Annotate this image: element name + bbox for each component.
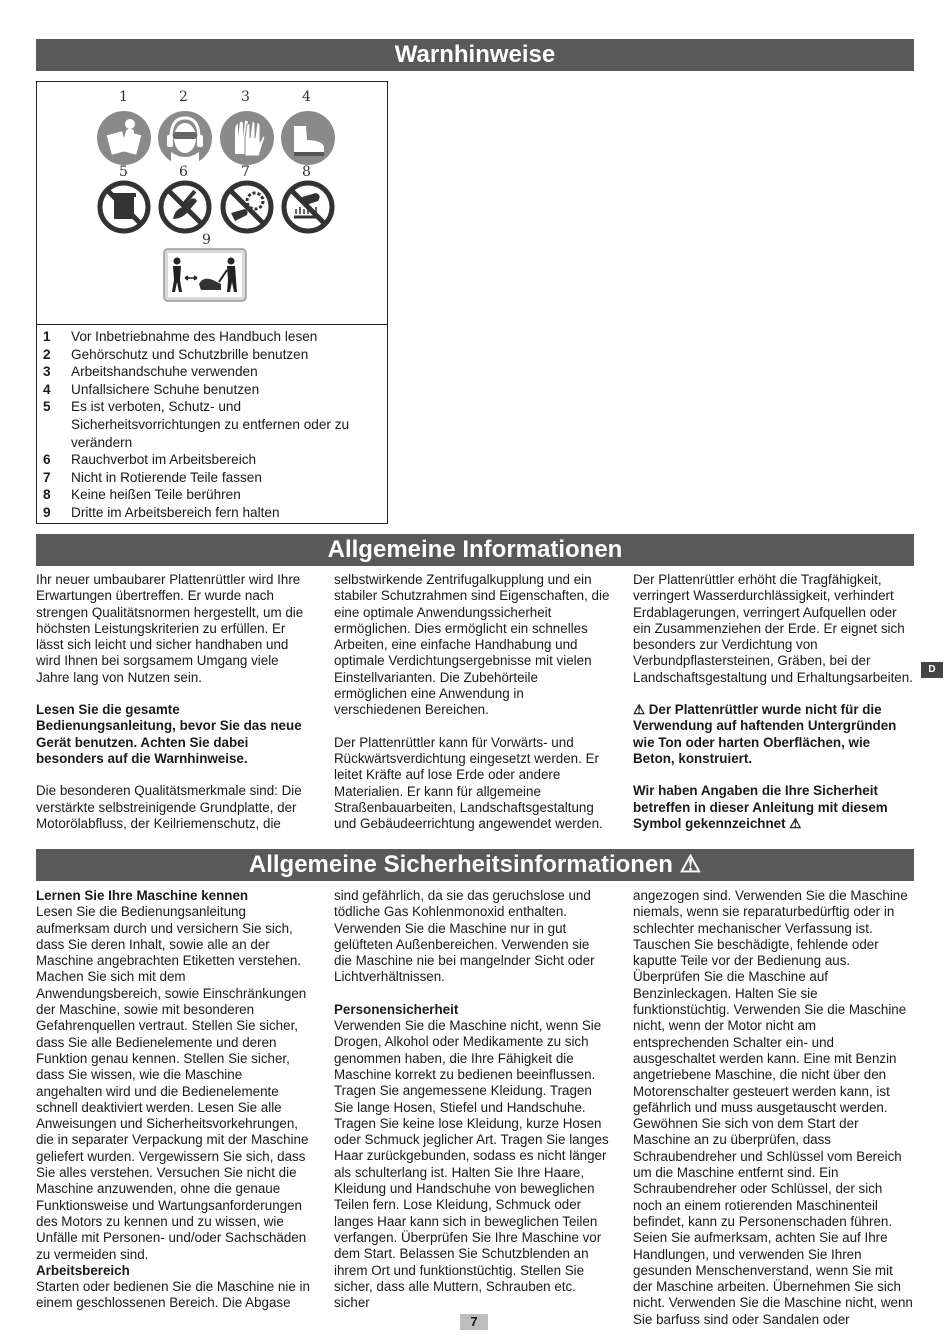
pictogram-number: 4 <box>302 89 311 105</box>
paragraph: angezogen sind. Verwenden Sie die Maschine niemals, wenn sie reparaturbedürftig oder in schlechter mechanischer Verfassung ist. Tauschen Sie beschädigte, fehlende oder kaputte Teile vor der Bedienung aus. Überprüfen Sie die Maschine auf Benzinleckagen. Halten Sie sie funktionstüchtig. Verwenden Sie die Maschine nicht, wenn der Motor nicht am entsprechenden Schalter ein- und ausgeschaltet werden kann. Eine mit Benzin angetriebene Maschine, die nicht über den Motorenschalter gesteuert werden kann, ist gefährlich und muss ausgetauscht werden. Gewöhnen Sie sich von dem Start der Maschine an zu überprüfen, dass Schraubendreher und Schlüssel vom Bereich um die Maschine entfernt sind. Ein Schraubendreher oder Schlüssel, der sich noch an einem rotierenden Maschinenteil befindet, kann zu Personenschaden führen. Seien Sie aufmerksam, achten Sie auf Ihre Handlungen, und verwenden Sie Ihren gesunden Menschenverstand, wenn Sie mit der Maschine arbeiten. Übernehmen Sie sich nicht. Verwenden Sie die Maschine nicht, wenn Sie barfuss sind oder Sandalen oder <box>633 888 913 1327</box>
ear-eye-protection-icon <box>157 110 213 166</box>
legend-list <box>37 328 387 522</box>
legend-text: Gehörschutz und Schutzbrille benutzen <box>71 346 309 362</box>
paragraph: Der Plattenrüttler kann für Vorwärts- und Rückwärtsverdichtung eingesetzt werden. Er leitet Kräfte auf lose Erde oder andere Materialien. Er kann für allgemeine Straßenbauarbeiten, Landschaftsgestaltung und Gebäudeerrichtung angewendet werden. <box>334 734 603 832</box>
paragraph: Starten oder bedienen Sie die Maschine nie in einem geschlossenen Bereich. Die Abgase <box>36 1279 310 1311</box>
section-heading-warnings: Warnhinweise <box>36 39 914 71</box>
safety-column-1 <box>36 888 312 1312</box>
safety-column-3 <box>633 888 915 1328</box>
pictogram-number: 5 <box>119 164 128 180</box>
read-manual-icon <box>96 110 152 166</box>
legend-text: Unfallsichere Schuhe benutzen <box>71 381 260 397</box>
legend-item <box>37 346 387 364</box>
legend-number: 4 <box>43 381 51 397</box>
subheading: Arbeitsbereich <box>36 1262 130 1278</box>
legend-text: Es ist verboten, Schutz- und Sicherheitsvorrichtungen zu entfernen oder zu verändern <box>71 399 350 450</box>
no-hot-parts-icon <box>280 179 336 235</box>
bold-notice: Lesen Sie die gesamte Bedienungsanleitung, bevor Sie das neue Gerät benutzen. Achten Sie dabei besonders auf die Warnhinweise. <box>36 702 302 766</box>
page-number: 7 <box>460 1314 488 1330</box>
section-heading-general-info: Allgemeine Informationen <box>36 534 914 566</box>
pictogram-number: 9 <box>202 232 211 248</box>
legend-item <box>37 363 387 381</box>
pictogram-number: 2 <box>179 89 188 105</box>
pictogram-number: 3 <box>241 89 250 105</box>
subheading: Lernen Sie Ihre Maschine kennen <box>36 888 249 903</box>
legend-text: Dritte im Arbeitsbereich fern halten <box>71 504 280 520</box>
legend-item <box>37 504 387 522</box>
legend-number: 9 <box>43 504 51 520</box>
paragraph: sind gefährlich, da sie das geruchslose und tödliche Gas Kohlenmonoxid enthalten. Verwenden Sie die Maschine nur in gut gelüfteten Außenbereichen. Verwenden sie die Maschine nie bei mangelnder Sicht oder Lichtverhältnissen. <box>334 888 595 985</box>
legend-number: 7 <box>43 469 51 485</box>
legend-number: 6 <box>43 452 51 468</box>
warning-box <box>36 81 388 524</box>
no-smoking-icon <box>157 179 213 235</box>
paragraph: Verwenden Sie die Maschine nicht, wenn Sie Drogen, Alkohol oder Medikamente zu sich genommen haben, die Ihre Fähigkeit die Maschine korrekt zu bedienen beeinflussen. Tragen Sie angemessene Kleidung. Tragen Sie lange Hosen, Stiefel und Handschuhe. Tragen Sie keine lose Kleidung, kurze Hosen oder Schmuck jeglicher Art. Tragen Sie langes Haar zurückgebunden, sodass es nicht länger als schulterlang ist. Halten Sie Ihre Haare, Kleidung und Handschuhe von beweglichen Teilen fern. Lose Kleidung, Schmuck oder langes Haar kann sich in beweglichen Teilen verfangen. Überprüfen Sie Ihre Maschine vor dem Start. Belassen Sie Schutzblenden an ihrem Ort und funktionstüchtig. Stellen Sie sicher, dass alle Muttern, Schrauben etc. sicher <box>334 1018 609 1311</box>
subheading: Personensicherheit <box>334 1001 459 1017</box>
legend-text: Arbeitshandschuhe verwenden <box>71 364 258 380</box>
paragraph: Ihr neuer umbaubarer Plattenrüttler wird Ihre Erwartungen übertreffen. Er wurde nach strengen Qualitätsnormen hergestellt, um die höchsten Leistungskriterien zu erfüllen. Er lässt sich leicht und sicher handhaben und wird Ihnen bei sorgsamem Umgang viele Jahre lang von Nutzen sein. <box>36 572 304 685</box>
legend-item <box>37 398 387 451</box>
legend-number: 5 <box>43 399 51 415</box>
paragraph: Der Plattenrüttler erhöht die Tragfähigkeit, verringert Wasserdurchlässigkeit, verhindert Erdablagerungen, verringert Aufquellen oder ein Zusammenziehen der Erde. Er eignet sich besonders zur Verdichtung von Verbundpflastersteinen, Gräben, bei der Landschaftsgestaltung und Erhaltungsarbeiten. <box>633 572 913 685</box>
no-rotating-parts-icon <box>219 179 275 235</box>
pictogram-number: 6 <box>179 164 188 180</box>
legend-item <box>37 469 387 487</box>
legend-text: Vor Inbetriebnahme des Handbuch lesen <box>71 329 318 344</box>
legend-item <box>37 486 387 504</box>
legend-text: Rauchverbot im Arbeitsbereich <box>71 452 257 468</box>
warning-notice: ⚠ Der Plattenrüttler wurde nicht für die Verwendung auf haftenden Untergründen wie Ton oder harten Oberflächen, wie Beton, konstruiert. <box>633 702 897 766</box>
paragraph: Die besonderen Qualitätsmerkmale sind: Die verstärkte selbstreinigende Grundplatte, der Motorölabfluss, der Keilriemenschutz, die <box>36 783 302 831</box>
legend-number: 3 <box>43 364 51 380</box>
language-tab: D <box>921 662 943 678</box>
safety-shoes-icon <box>280 110 336 166</box>
paragraph: Lesen Sie die Bedienungsanleitung aufmerksam durch und versichern Sie sich, dass Sie deren Inhalt, sowie alle an der Maschine angebrachten Etiketten verstehen. Machen Sie sich mit dem Anwendungsbereich, sowie Einschränkungen der Maschine, sowie mit besonderen Gefahrenquellen vertraut. Stellen Sie sicher, dass Sie alle Bedienelemente und deren Funktion genau kennen. Stellen Sie sicher, dass Sie wissen, wie die Maschine angehalten wird und die Bedienelemente schnell deaktiviert werden. Lesen Sie alle Anweisungen und Sicherheitsvorkehrungen, die in separater Verpackung mit der Maschine geliefert wurden. Vergewissern Sie sich, dass Sie alles verstehen. Versuchen Sie nicht die Maschine anzuwenden, ohne die genaue Funktionsweise und Wartungsanforderungen des Motors zu kennen und zu wissen, wie Unfälle mit Personen- und/oder Sachschäden zu vermeiden sind. <box>36 904 309 1262</box>
general-info-column-3 <box>633 572 915 832</box>
no-removing-guards-icon <box>96 179 152 235</box>
pictogram-number: 7 <box>241 164 250 180</box>
keep-bystanders-away-icon <box>163 248 247 302</box>
general-info-column-1 <box>36 572 312 832</box>
section-heading-safety-info: Allgemeine Sicherheitsinformationen ⚠ <box>36 849 914 881</box>
legend-text: Keine heißen Teile berühren <box>71 487 241 503</box>
legend-item <box>37 451 387 469</box>
legend-number: 1 <box>43 329 51 344</box>
safety-column-2 <box>334 888 610 1311</box>
general-info-column-2 <box>334 572 610 832</box>
legend-item <box>37 328 387 346</box>
pictogram-number: 8 <box>302 164 311 180</box>
legend-item <box>37 381 387 399</box>
legend-text: Nicht in Rotierende Teile fassen <box>71 469 262 485</box>
pictogram-area <box>37 82 387 325</box>
legend-number: 8 <box>43 487 51 503</box>
paragraph: selbstwirkende Zentrifugalkupplung und ein stabiler Schutzrahmen sind Eigenschaften, die eine optimale Anwendungssicherheit ermöglichen. Dies ermöglicht ein schnelles Arbeiten, eine einfache Handhabung und optimale Verdichtungsergebnisse mit vielen Einstellvarianten. Die Zubehörteile ermöglichen eine Anwendung in verschiedenen Bereichen. <box>334 572 610 718</box>
pictogram-number: 1 <box>119 89 128 105</box>
symbol-notice: Wir haben Angaben die Ihre Sicherheit betreffen in dieser Anleitung mit diesem Symbol gekennzeichnet ⚠ <box>633 783 888 831</box>
gloves-icon <box>219 110 275 166</box>
legend-number: 2 <box>43 346 51 362</box>
